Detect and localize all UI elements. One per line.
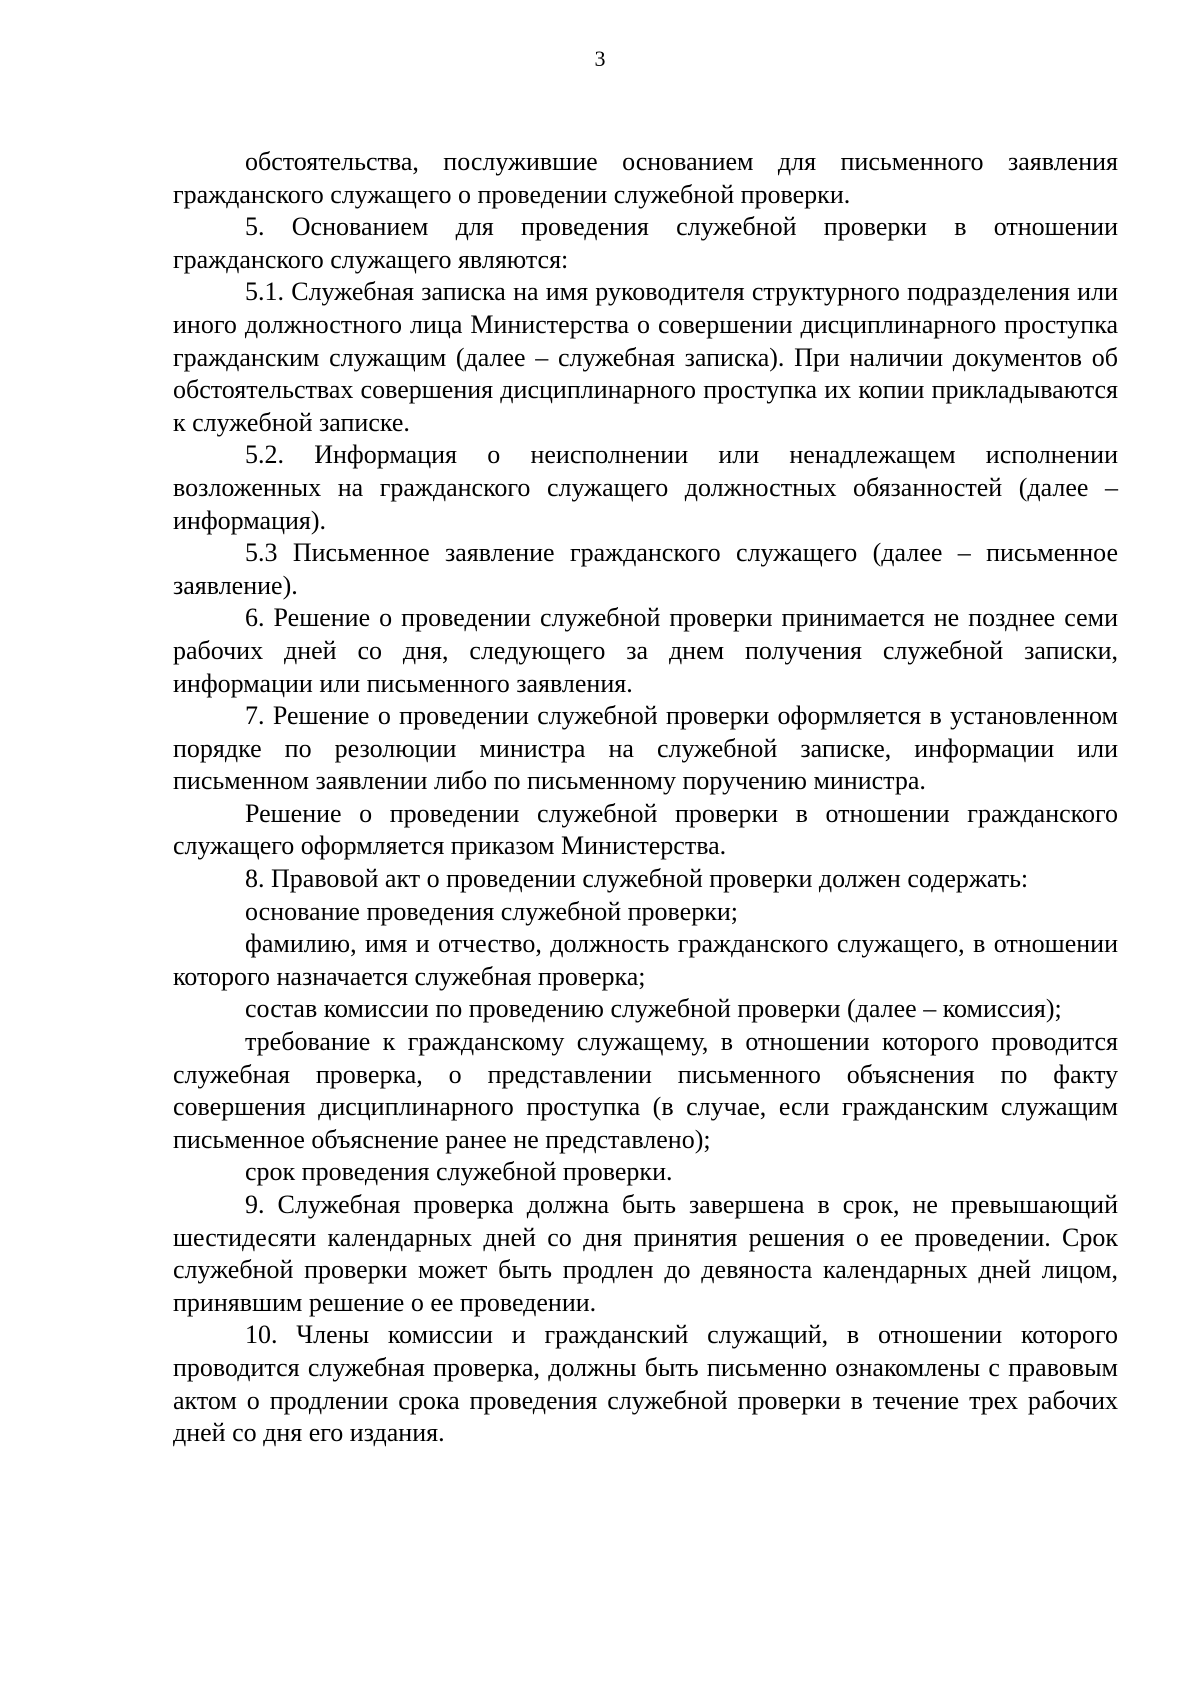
paragraph-continuation: обстоятельства, послужившие основанием для письменного заявления гражданского служащего о проведении служебной проверки. xyxy=(173,147,1118,209)
paragraph-5-3: 5.3 Письменное заявление гражданского служащего (далее – письменное заявление). xyxy=(173,538,1118,600)
paragraph-6: 6. Решение о проведении служебной проверки принимается не позднее семи рабочих дней со дня, следующего за днем получения служебной записки, информации или письменного заявления. xyxy=(173,603,1118,698)
paragraph-9: 9. Служебная проверка должна быть завершена в срок, не превышающий шестидесяти календарных дней со дня принятия решения о ее проведении. Срок служебной проверки может быть продлен до девяноста календарных дней лицом, принявшим решение о ее проведении. xyxy=(173,1190,1118,1317)
paragraph-8-item-term: срок проведения служебной проверки. xyxy=(245,1157,673,1187)
paragraph-8-item-requirement: требование к гражданскому служащему, в отношении которого проводится служебная проверка, о представлении письменного объяснения по факту совершения дисциплинарного проступка (в случае, если гражданским служащим письменное объяснение ранее не представлено); xyxy=(173,1027,1118,1154)
paragraph-8-item-commission: состав комиссии по проведению служебной проверки (далее – комиссия); xyxy=(245,994,1062,1024)
paragraph-5: 5. Основанием для проведения служебной проверки в отношении гражданского служащего являются: xyxy=(173,212,1118,274)
paragraph-7: 7. Решение о проведении служебной проверки оформляется в установленном порядке по резолюции министра на служебной записке, информации или письменном заявлении либо по письменному поручению министра. xyxy=(173,701,1118,796)
paragraph-10: 10. Члены комиссии и гражданский служащий, в отношении которого проводится служебная проверка, должны быть письменно ознакомлены с правовым актом о продлении срока проведения служебной проверки в течение трех рабочих дней со дня его издания. xyxy=(173,1320,1118,1448)
document-body xyxy=(173,146,1118,1450)
paragraph-8: 8. Правовой акт о проведении служебной проверки должен содержать: xyxy=(245,864,1029,894)
paragraph-7-decision: Решение о проведении служебной проверки в отношении гражданского служащего оформляется приказом Министерства. xyxy=(173,798,1118,861)
paragraph-5-2: 5.2. Информация о неисполнении или ненадлежащем исполнении возложенных на гражданского служащего должностных обязанностей (далее – информация). xyxy=(173,440,1118,535)
paragraph-8-item-basis: основание проведения служебной проверки; xyxy=(245,896,738,926)
paragraph-8-item-name: фамилию, имя и отчество, должность гражданского служащего, в отношении которого назначается служебная проверка; xyxy=(173,929,1118,991)
page-number: 3 xyxy=(594,46,606,71)
paragraph-5-1: 5.1. Служебная записка на имя руководителя структурного подразделения или иного должностного лица Министерства о совершении дисциплинарного проступка гражданским служащим (далее – служебная записка). При наличии документов об обстоятельствах совершения дисциплинарного проступка их копии прикладываются к служебной записке. xyxy=(173,277,1118,437)
